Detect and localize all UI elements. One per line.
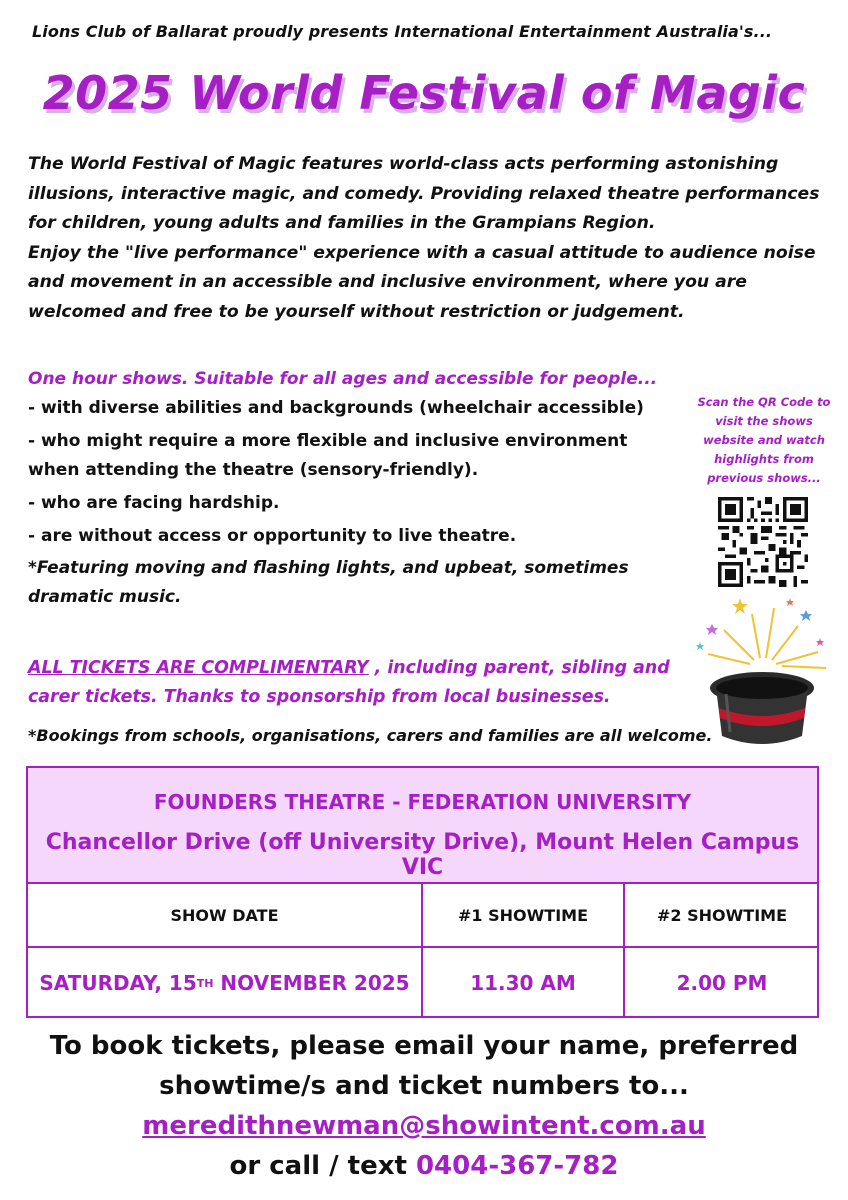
suitability-item: - who might require a more flexible and inclusive environment when attending the theatre (sensory-friendly). <box>28 431 628 480</box>
header-show-date: SHOW DATE <box>28 884 423 946</box>
show-date <box>28 948 423 1018</box>
suitability-item: - who are facing hardship. <box>28 493 280 513</box>
tickets-note <box>28 654 708 712</box>
suitability-item: - are without access or opportunity to live theatre. <box>28 526 517 546</box>
intro-paragraph-2: Enjoy the "live performance" experience with a casual attitude to audience noise and movement in an accessible and inclusive environment, where you are welcomed and free to be yourself without restriction or judgement. <box>28 242 816 322</box>
booking-line-2: showtime/s and ticket numbers to... <box>159 1071 689 1101</box>
venue-name: FOUNDERS THEATRE - FEDERATION UNIVERSITY <box>153 790 692 814</box>
qr-instructions: Scan the QR Code to visit the shows website and watch highlights from previous shows... <box>697 395 831 485</box>
tickets-detail: , including parent, sibling and carer tickets. Thanks to sponsorship from local businesses. <box>28 658 670 707</box>
suitability-section <box>28 365 668 612</box>
featuring-note: *Featuring moving and flashing lights, and upbeat, sometimes dramatic music. <box>28 558 629 607</box>
qr-code-icon[interactable] <box>718 497 808 587</box>
booking-line-1: To book tickets, please email your name, preferred <box>49 1031 799 1061</box>
show-details-table <box>26 766 819 1018</box>
intro-paragraph-1: The World Festival of Magic features world-class acts performing astonishing illusions, interactive magic, and comedy. Providing relaxed theatre performances for children, young adults and families in the Grampians Region. <box>28 154 820 233</box>
sparkles-icon <box>696 598 826 668</box>
booking-instructions <box>0 1026 848 1186</box>
presenter-line: Lions Club of Ballarat proudly presents International Entertainment Australia's... <box>32 22 773 41</box>
header-showtime-1: #1 SHOWTIME <box>423 884 625 946</box>
show-date-day: SATURDAY, 15 <box>39 971 197 995</box>
venue-header <box>28 768 817 884</box>
showtime-1: 11.30 AM <box>423 948 625 1018</box>
show-date-month: NOVEMBER 2025 <box>213 971 410 995</box>
show-date-suffix: TH <box>196 976 214 990</box>
table-row <box>28 948 817 1018</box>
call-text-label: or call / text <box>229 1151 416 1181</box>
intro-section <box>28 150 828 327</box>
page-title: 2025 World Festival of Magic <box>42 66 806 120</box>
magic-hat-icon <box>692 596 832 752</box>
complimentary-label: ALL TICKETS ARE COMPLIMENTARY <box>28 658 369 678</box>
suitability-item: - with diverse abilities and backgrounds (wheelchair accessible) <box>28 398 644 418</box>
table-header-row <box>28 884 817 948</box>
bookings-note: *Bookings from schools, organisations, carers and families are all welcome. <box>28 726 713 745</box>
venue-address: Chancellor Drive (off University Drive), Mount Helen Campus VIC <box>45 830 800 880</box>
showtime-2: 2.00 PM <box>676 971 768 995</box>
booking-email-link[interactable]: meredithnewman@showintent.com.au <box>142 1111 706 1141</box>
booking-phone-link[interactable]: 0404-367-782 <box>415 1151 619 1181</box>
suitability-heading: One hour shows. Suitable for all ages and accessible for people... <box>28 369 658 389</box>
header-showtime-2: #2 SHOWTIME <box>657 905 787 925</box>
